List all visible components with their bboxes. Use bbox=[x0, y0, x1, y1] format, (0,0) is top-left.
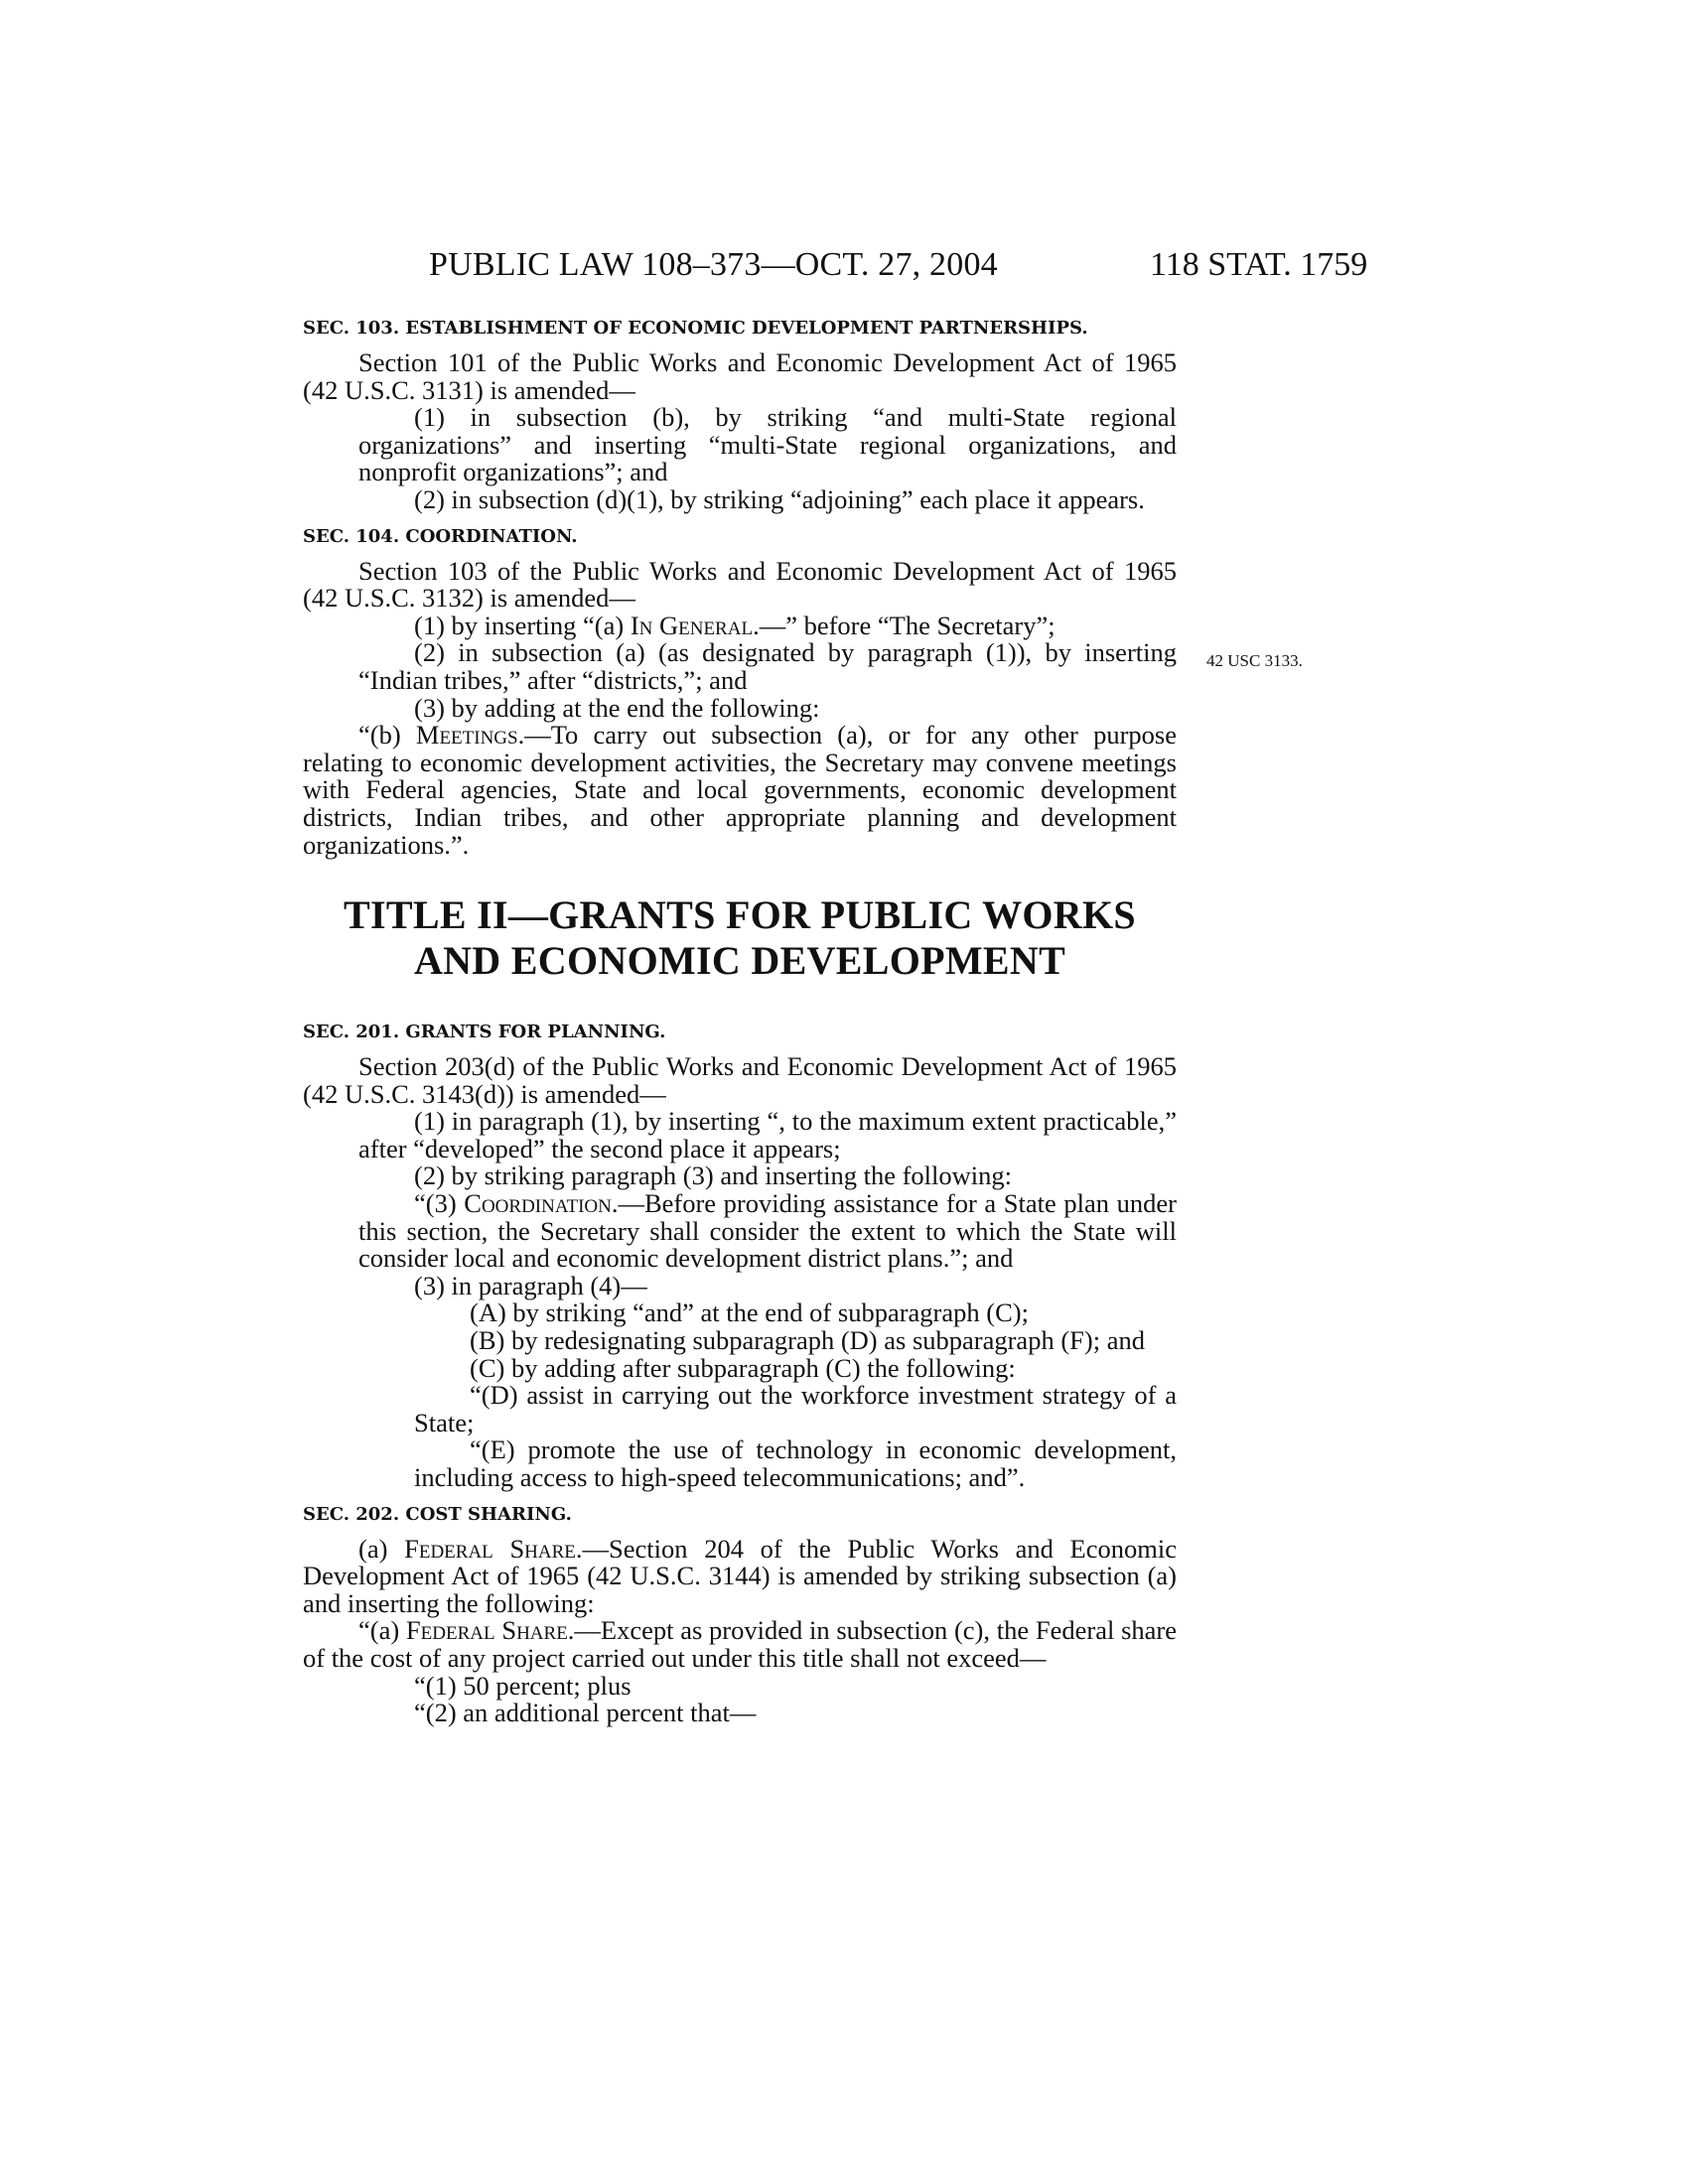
text-run: (a) bbox=[358, 1533, 405, 1564]
section-201-quoted-d: “(D) assist in carrying out the workforce investment strategy of a State; bbox=[414, 1380, 1177, 1437]
margin-citation-note: 42 USC 3133. bbox=[1206, 651, 1303, 670]
text-run: “(b) bbox=[358, 720, 416, 751]
section-104-quoted-subsection-b bbox=[303, 722, 1177, 859]
section-201-heading: SEC. 201. GRANTS FOR PLANNING. bbox=[303, 1022, 666, 1043]
title-ii-line-2: AND ECONOMIC DEVELOPMENT bbox=[413, 938, 1066, 984]
section-201-subparagraph-b: (B) by redesignating subparagraph (D) as subparagraph (F); and bbox=[470, 1325, 1145, 1356]
section-201-subparagraph-a: (A) by striking “and” at the end of subparagraph (C); bbox=[470, 1297, 1029, 1328]
section-201-item-3: (3) in paragraph (4)— bbox=[414, 1270, 647, 1300]
section-201-item-1: (1) in paragraph (1), by inserting “, to the maximum extent practicable,” after “developed” the second place it appears; bbox=[358, 1106, 1177, 1163]
section-202-quoted-subsection-a bbox=[303, 1617, 1177, 1672]
small-caps-heading: Meetings bbox=[415, 720, 518, 751]
running-header-law: PUBLIC LAW 108–373—OCT. 27, 2004 bbox=[429, 246, 998, 283]
section-201-quoted-paragraph-3 bbox=[303, 1190, 1177, 1273]
section-103-item-1: (1) in subsection (b), by striking “and multi-State regional organizations” and inserting “multi-State regional organizations, and nonprofit organizations”; and bbox=[358, 402, 1177, 487]
text-run: (1) by inserting “(a) bbox=[414, 610, 631, 640]
small-caps-heading: Federal Share bbox=[404, 1533, 576, 1564]
section-202-subsection-a bbox=[303, 1533, 1177, 1618]
text-run: .—Except as provided in subsection (c), the Federal share of the cost of any project carried out under this title shall not exceed— bbox=[303, 1615, 1177, 1673]
text-run: “(3) bbox=[414, 1188, 465, 1219]
text-run: .—Section 204 of the Public Works and Economic Development Act of 1965 (42 U.S.C. 3144) is amended by striking subsection (a) and inserting the following: bbox=[303, 1533, 1177, 1618]
body-text-column bbox=[303, 316, 1177, 1727]
section-202-quoted-paragraph-1: “(1) 50 percent; plus bbox=[414, 1670, 632, 1701]
section-201-intro: Section 203(d) of the Public Works and Economic Development Act of 1965 (42 U.S.C. 3143(d)) is amended— bbox=[303, 1051, 1177, 1109]
section-104-intro: Section 103 of the Public Works and Economic Development Act of 1965 (42 U.S.C. 3132) is amended— bbox=[303, 555, 1177, 614]
section-201-item-2: (2) by striking paragraph (3) and inserting the following: bbox=[414, 1160, 1012, 1191]
section-104-item-2: (2) in subsection (a) (as designated by paragraph (1)), by inserting “Indian tribes,” after “districts,”; and bbox=[358, 637, 1177, 695]
section-103-intro: Section 101 of the Public Works and Economic Development Act of 1965 (42 U.S.C. 3131) is amended— bbox=[303, 347, 1177, 405]
text-run: .—Before providing assistance for a State plan under this section, the Secretary shall consider the extent to which the State will consider local and economic development district plans.”; and bbox=[358, 1188, 1177, 1274]
title-ii-line-1: TITLE II—GRANTS FOR PUBLIC WORKS bbox=[344, 892, 1136, 938]
section-104-item-3: (3) by adding at the end the following: bbox=[414, 692, 820, 723]
section-202-heading: SEC. 202. COST SHARING. bbox=[303, 1503, 572, 1525]
small-caps-heading: Coordination bbox=[464, 1188, 612, 1219]
section-104-item-1 bbox=[303, 610, 1177, 640]
text-run: .—To carry out subsection (a), or for any other purpose relating to economic development activities, the Secretary may convene meetings with Federal agencies, State and local governments, economic development districts, Indian tribes, and other appropriate planning and development organizations.”. bbox=[303, 720, 1177, 860]
text-run: .—” before “The Secretary”; bbox=[753, 610, 1055, 640]
section-103-item-2: (2) in subsection (d)(1), by striking “adjoining” each place it appears. bbox=[414, 483, 1145, 514]
title-ii-heading bbox=[303, 892, 1177, 984]
small-caps-heading: Federal Share bbox=[405, 1615, 568, 1646]
section-104-heading: SEC. 104. COORDINATION. bbox=[303, 525, 578, 547]
section-201-quoted-e: “(E) promote the use of technology in economic development, including access to high-speed telecommunications; and”. bbox=[414, 1434, 1177, 1492]
small-caps-heading: In General bbox=[630, 610, 754, 640]
text-run: “(a) bbox=[358, 1615, 406, 1646]
section-103-heading: SEC. 103. ESTABLISHMENT OF ECONOMIC DEVELOPMENT PARTNERSHIPS. bbox=[303, 318, 1088, 339]
section-202-quoted-paragraph-2: “(2) an additional percent that— bbox=[414, 1698, 757, 1728]
running-header-stat-page: 118 STAT. 1759 bbox=[1150, 246, 1368, 283]
section-201-subparagraph-c: (C) by adding after subparagraph (C) the following: bbox=[470, 1352, 1016, 1383]
